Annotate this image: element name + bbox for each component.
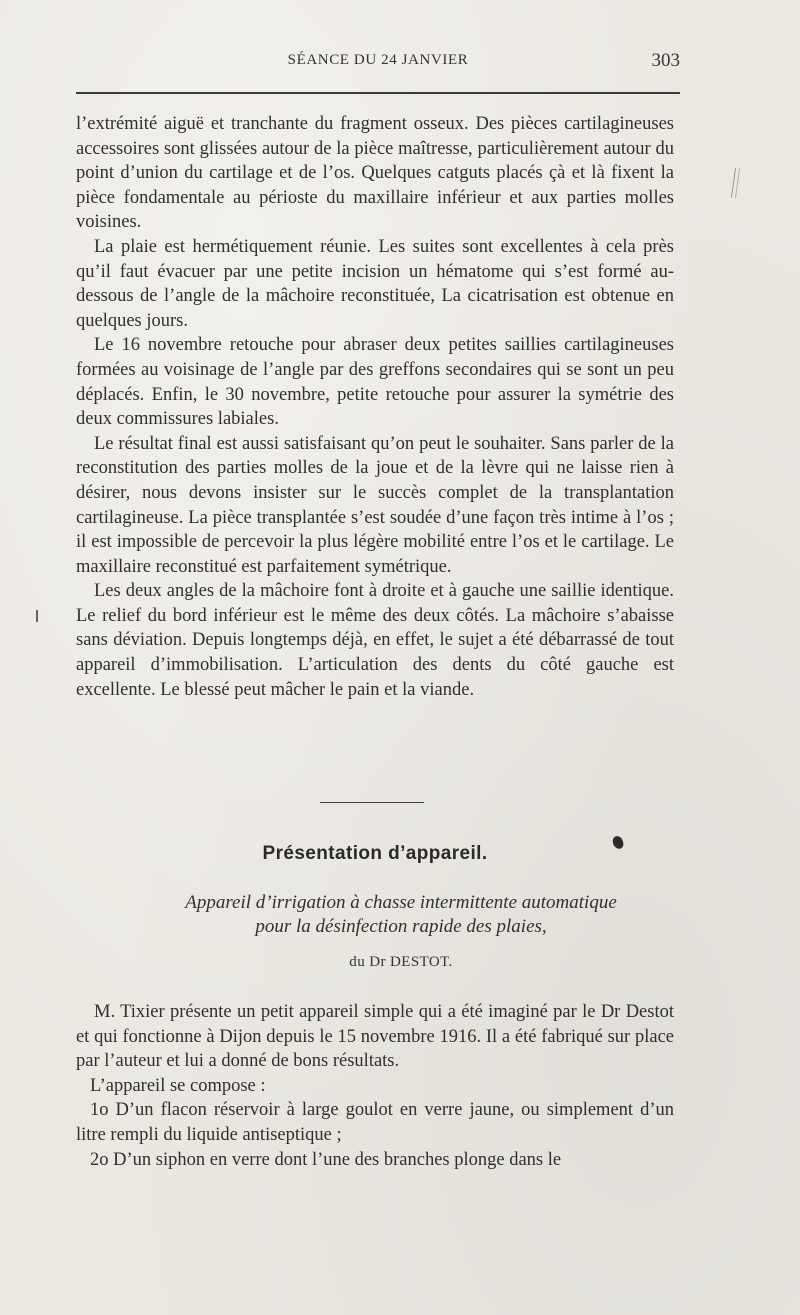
author-line: du Dr DESTOT. xyxy=(349,954,453,970)
paragraph: l’extrémité aiguë et tranchante du fragment osseux. Des pièces cartilagineuses accessoires sont glissées autour de la pièce maîtresse, particulièrement autour du point d’union du cartilage et de l’os. Quelques catguts placés çà et là fixent la pièce fondamentale au périoste du maxillaire inférieur et aux parties molles voisines. xyxy=(76,114,674,233)
margin-mark xyxy=(36,610,38,622)
section-title: Présentation d’appareil. xyxy=(262,843,488,864)
section-one-text xyxy=(76,112,674,702)
section-two-text xyxy=(76,1000,674,1172)
paragraph: Le 16 novembre retouche pour abraser deux petites saillies cartilagineuses formées au voisinage de l’angle par des greffons secondaires qui se sont un peu déplacés. Enfin, le 30 novembre, petite retouche pour assurer la symétrie des deux commissures labiales. xyxy=(76,335,674,430)
section-divider xyxy=(320,802,424,803)
running-head xyxy=(76,50,680,74)
subtitle-line-1: Appareil d’irrigation à chasse intermittente automatique xyxy=(185,892,617,913)
paragraph: La plaie est hermétiquement réunie. Les suites sont excellentes à cela près qu’il faut évacuer par une petite incision un hématome qui s’est formé au-dessous de l’angle de la mâchoire reconstituée, La cicatrisation est obtenue en quelques jours. xyxy=(76,236,674,331)
page-number: 303 xyxy=(651,50,680,71)
paragraph: Les deux angles de la mâchoire font à droite et à gauche une saillie identique. Le relief du bord inférieur est le même des deux côtés. La mâchoire s’abaisse sans déviation. Depuis longtemps déjà, en effet, le sujet a été débarrassé de tout appareil d’immobilisation. L’articulation des dents du côté gauche est excellente. Le blessé peut mâcher le pain et la viande. xyxy=(76,581,674,700)
header-rule xyxy=(76,92,680,94)
running-title: SÉANCE DU 24 JANVIER xyxy=(287,52,469,68)
subtitle-line-2: pour la désinfection rapide des plaies, xyxy=(255,916,547,937)
list-item: 1o D’un flacon réservoir à large goulot en verre jaune, ou simplement d’un litre rempli du liquide antiseptique ; xyxy=(76,1100,674,1145)
paragraph: L’appareil se compose : xyxy=(90,1075,266,1096)
paragraph: M. Tixier présente un petit appareil simple qui a été imaginé par le Dr Destot et qui fonctionne à Dijon depuis le 15 novembre 1916. Il a été fabriqué sur place par l’auteur et lui a donné de bons résultats. xyxy=(76,1002,674,1072)
paragraph: Le résultat final est aussi satisfaisant qu’on peut le souhaiter. Sans parler de la reconstitution des parties molles de la joue et de la lèvre qui ne laisse rien à désirer, nous devons insister sur le succès complet de la transplantation cartilagineuse. La pièce transplantée s’est soudée d’une façon très intime à l’os ; il est impossible de percevoir la plus légère mobilité entre l’os et le cartilage. Le maxillaire reconstitué est parfaitement symétrique. xyxy=(76,433,674,577)
margin-smudge xyxy=(731,168,740,198)
list-item: 2o D’un siphon en verre dont l’une des branches plonge dans le xyxy=(90,1149,562,1170)
